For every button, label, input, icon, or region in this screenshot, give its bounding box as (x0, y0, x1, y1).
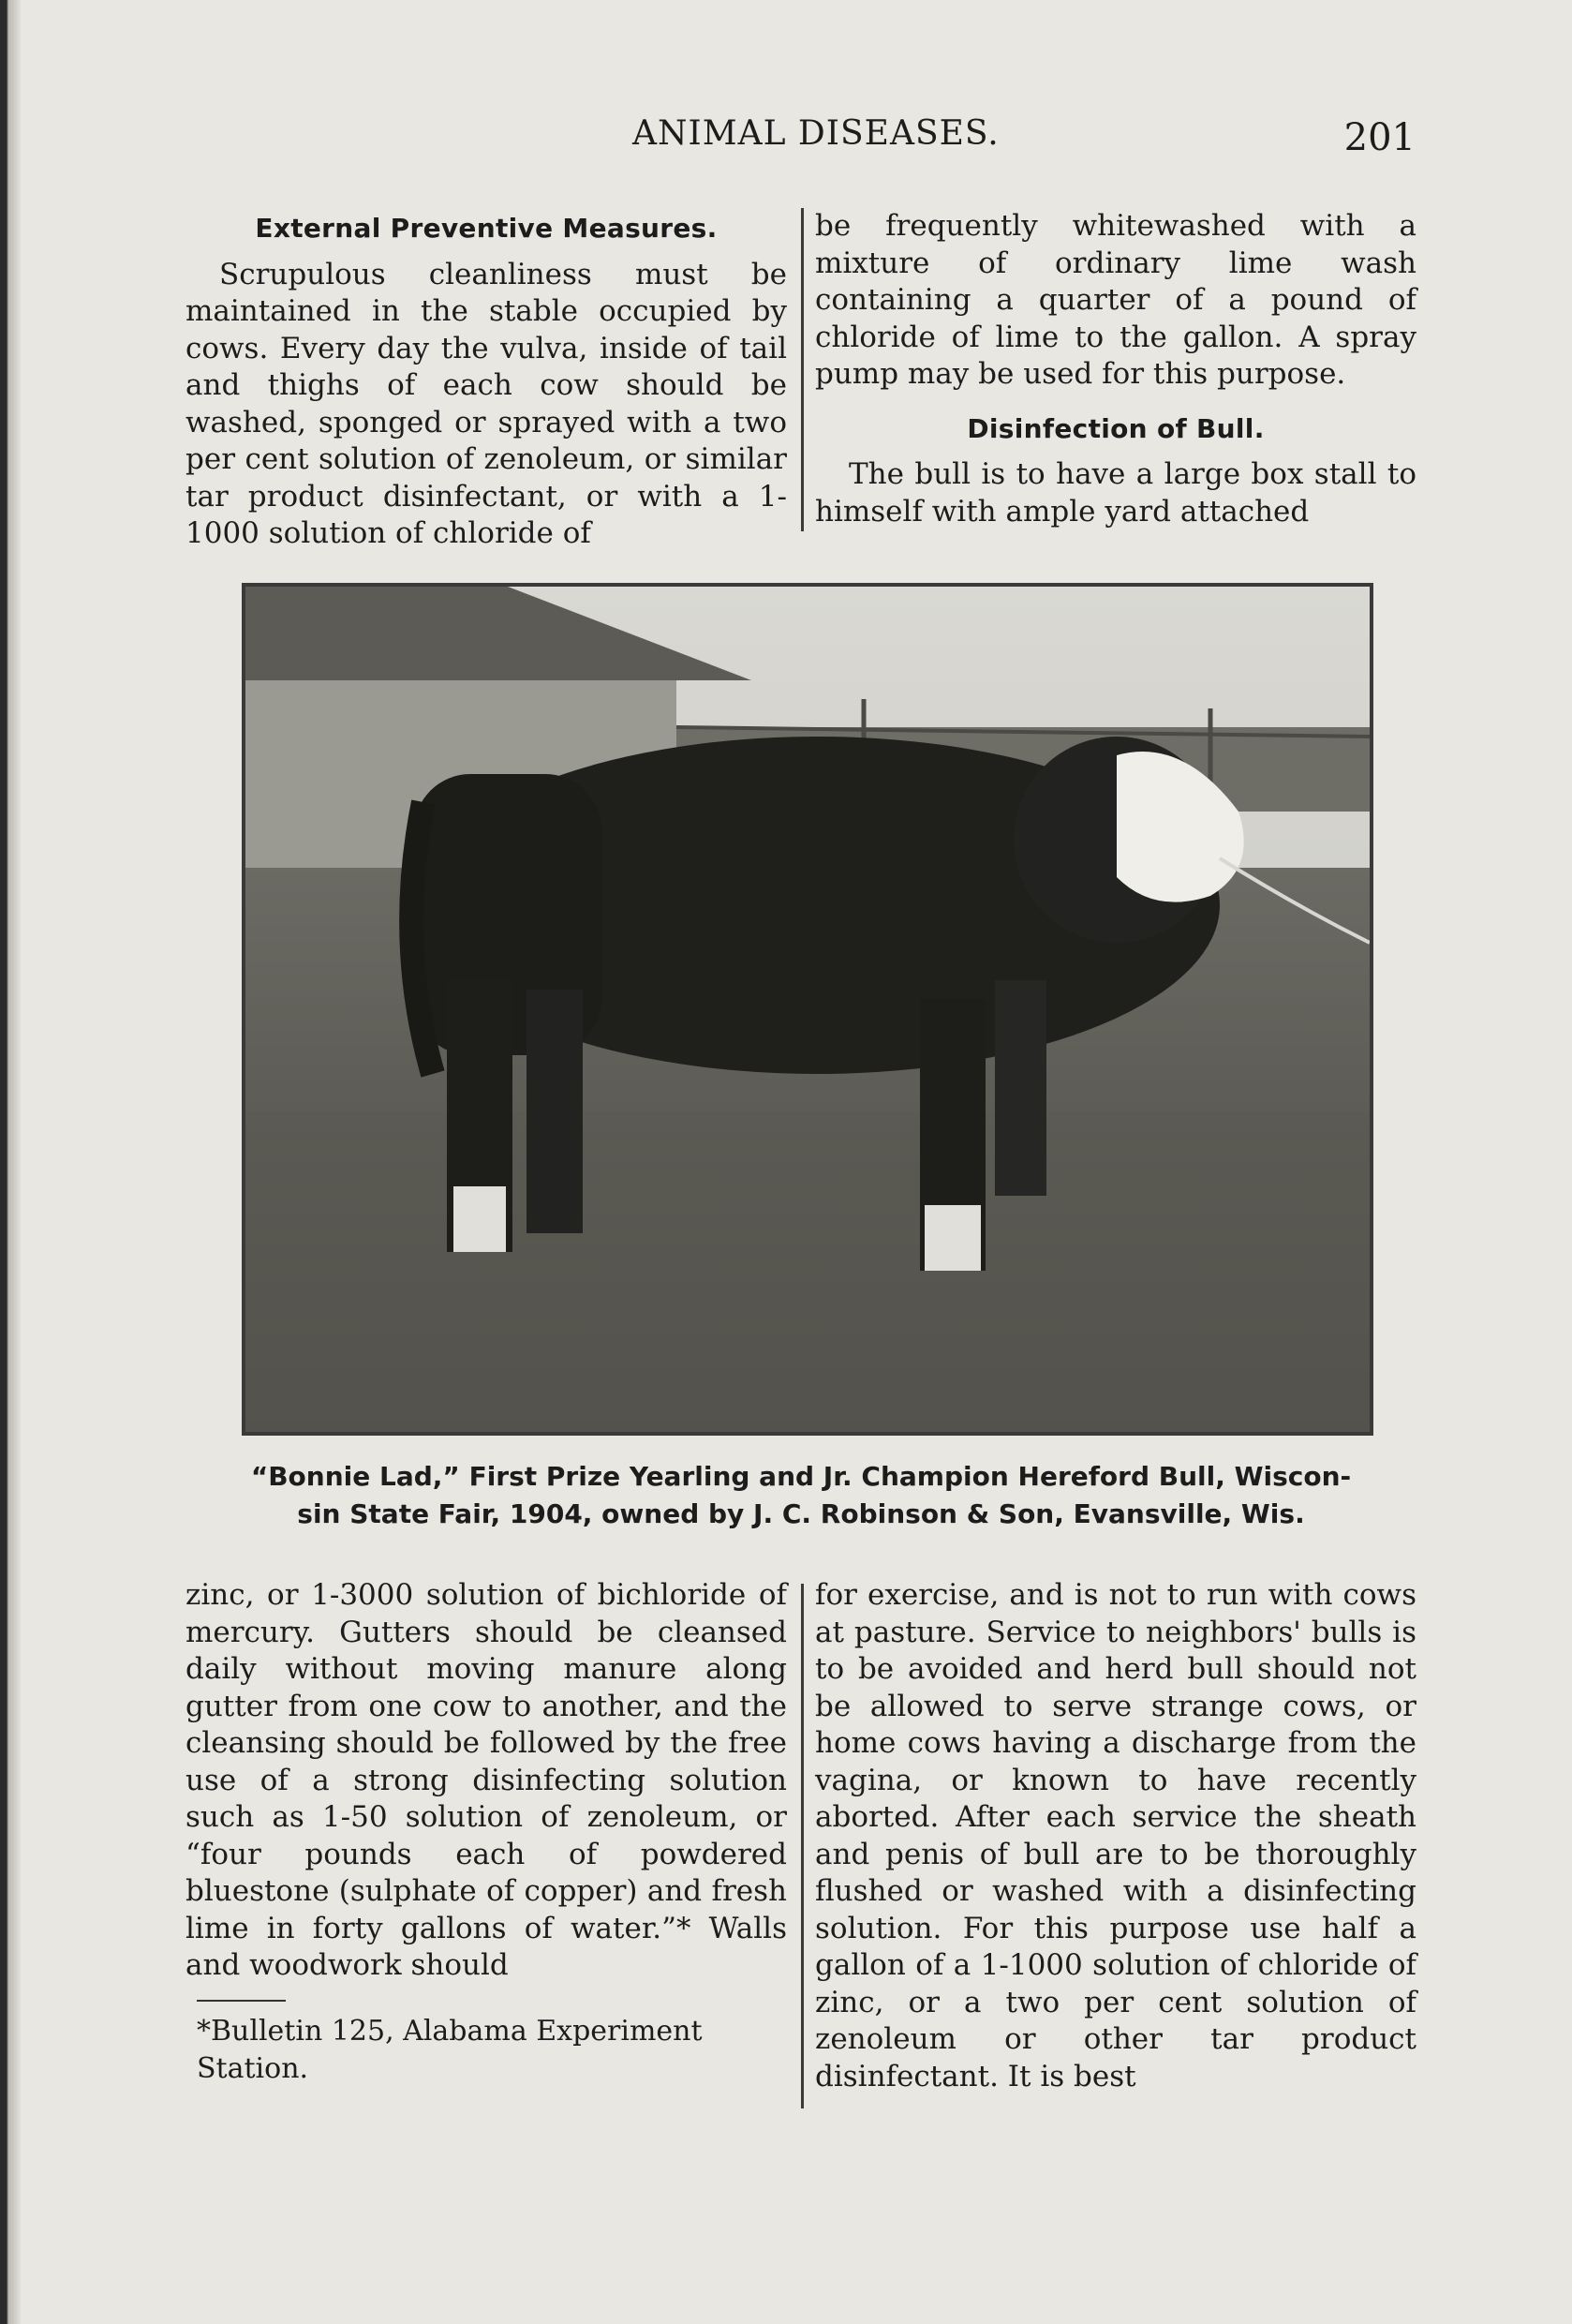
caption-line-2: sin State Fair, 1904, owned by J. C. Robinson & Son, Evansville, Wis. (297, 1498, 1305, 1529)
section-heading-disinfection-of-bull: Disinfection of Bull. (967, 412, 1265, 444)
footnote: *Bulletin 125, Alabama Experiment Station. (197, 2015, 703, 2085)
column-divider-bottom (801, 1584, 804, 2108)
paragraph-cleanliness: Scrupulous cleanliness must be maintained in the stable occupied by cows. Every day the vulva, inside of tail and thighs of each cow should be washed, sponged or sprayed with a two per cent solution of zenoleum, or similar tar product disinfectant, or with a 1-1000 solution of chloride of (185, 257, 787, 550)
paragraph-bull-exercise: for exercise, and is not to run with cows at pasture. Service to neighbors' bulls is to be avoided and herd bull should not be allowed to serve strange cows, or home cows having a discharge from the vagina, or known to have recently aborted. After each service the sheath and penis of bull are to be thoroughly flushed or washed with a disinfecting solution. For this purpose use half a gallon of a 1-1000 solution of chloride of zinc, or a two per cent solution of zenoleum or other tar product disinfectant. It is best (815, 1578, 1416, 2093)
page-binding-edge (0, 0, 21, 2324)
footnote-divider (197, 2000, 286, 2002)
section-heading-external-measures: External Preventive Measures. (255, 213, 718, 244)
column-divider-top (801, 208, 804, 531)
paragraph-whitewash: be frequently whitewashed with a mixture of ordinary lime wash containing a quarter of a pound of chloride of lime to the gallon. A spray pump may be used for this purpose. (815, 209, 1416, 391)
bull-photograph (242, 583, 1373, 1436)
page-header (0, 114, 1572, 171)
left-column-top (185, 208, 787, 553)
paragraph-gutters: zinc, or 1-3000 solution of bichloride of mercury. Gutters should be cleansed daily without moving manure along gutter from one cow to another, and the cleansing should be followed by the free use of a strong disinfecting solution such as 1-50 solution of zenoleum, or “four pounds each of powdered bluestone (sulphate of copper) and fresh lime in forty gallons of water.”* Walls and woodwork should (185, 1578, 787, 1982)
paragraph-bull-stall: The bull is to have a large box stall to himself with ample yard attached (815, 457, 1416, 529)
right-column-top (815, 208, 1416, 530)
figure-caption (185, 1458, 1416, 1533)
caption-line-1: “Bonnie Lad,” First Prize Yearling and Jr. Champion Hereford Bull, Wiscon- (250, 1461, 1352, 1492)
left-column-bottom (185, 1577, 787, 1985)
bull-photo-illustration (245, 587, 1370, 1432)
right-column-bottom (815, 1577, 1416, 2095)
running-title: ANIMAL DISEASES. (632, 114, 1000, 153)
page-number: 201 (1343, 116, 1416, 159)
